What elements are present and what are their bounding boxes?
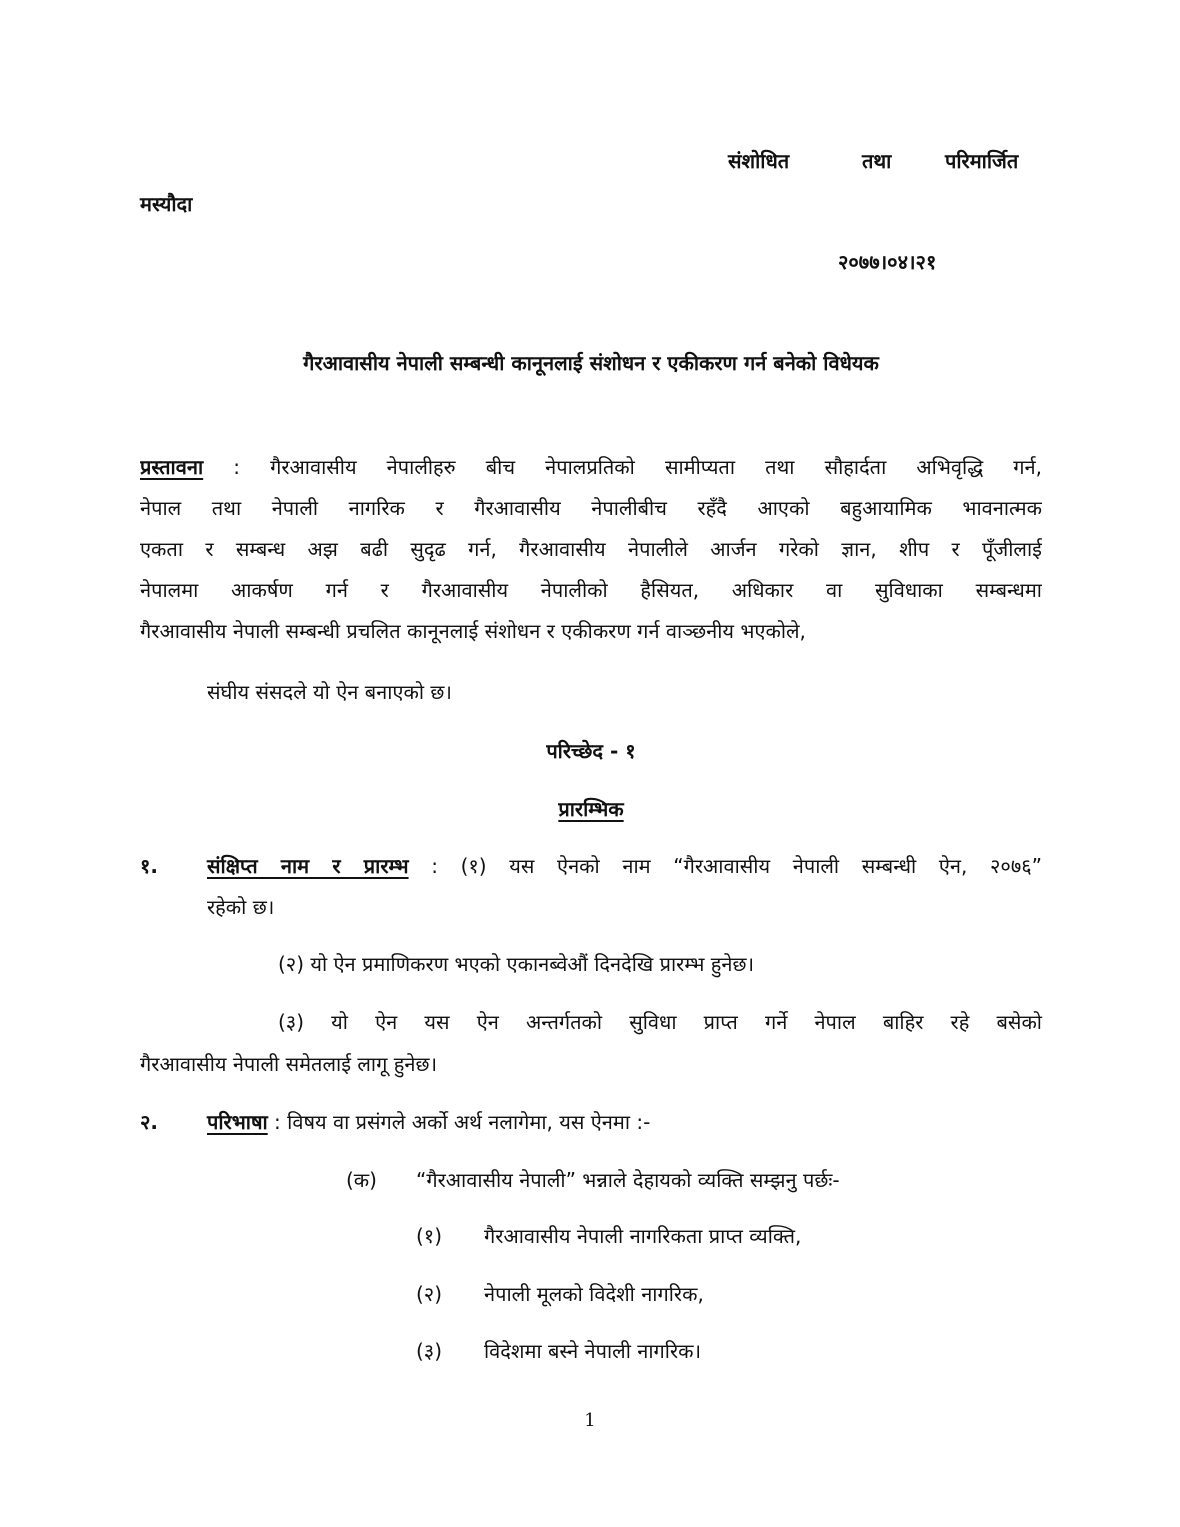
- clause-item-2-label: (२): [416, 1282, 443, 1306]
- preamble-line-1: [140, 447, 1042, 488]
- clause-ka-text: “गैरआवासीय नेपाली” भन्नाले देहायको व्यक्ति सम्झनु पर्छः-: [416, 1168, 840, 1192]
- header-word-2: तथा: [862, 149, 892, 173]
- preamble-line-3: एकता र सम्बन्ध अझ बढी सुदृढ गर्न, गैरआवासीय नेपालीले आर्जन गरेको ज्ञान, शीप र पूँजीलाई: [140, 537, 1042, 561]
- chapter-name: प्रारम्भिक: [558, 797, 624, 821]
- draft-date: २०७७।०४।२१: [838, 250, 937, 274]
- section-1-sub-2: (२) यो ऐन प्रमाणिकरण भएको एकानब्वेऔं दिनदेखि प्रारम्भ हुनेछ।: [278, 952, 755, 976]
- section-1-continuation: रहेको छ।: [207, 895, 275, 919]
- section-1-heading: संक्षिप्त नाम र प्रारम्भ: [207, 854, 409, 878]
- draft-label: मस्यौदा: [140, 192, 193, 216]
- clause-item-1-text: गैरआवासीय नेपाली नागरिकता प्राप्त व्यक्ति,: [484, 1224, 802, 1248]
- preamble-line-5: गैरआवासीय नेपाली सम्बन्धी प्रचलित कानूनलाई संशोधन र एकीकरण गर्न वाञ्छनीय भएकोले,: [140, 619, 806, 643]
- clause-item-3-text: विदेशमा बस्ने नेपाली नागरिक।: [484, 1339, 702, 1363]
- enactment-clause: संघीय संसदले यो ऐन बनाएको छ।: [207, 680, 452, 704]
- section-2-first-line: [207, 1108, 650, 1135]
- section-1-number: १.: [140, 854, 158, 878]
- clause-ka-label: (क): [346, 1168, 377, 1192]
- clause-item-2-text: नेपाली मूलको विदेशी नागरिक,: [484, 1282, 704, 1306]
- header-word-1: संशोधित: [728, 149, 790, 173]
- bill-title: गैरआवासीय नेपाली सम्बन्धी कानूनलाई संशोधन र एकीकरण गर्न बनेको विधेयक: [303, 351, 879, 375]
- clause-item-1-label: (१): [416, 1224, 443, 1248]
- section-1-text: : (१) यस ऐनको नाम “गैरआवासीय नेपाली सम्बन्धी ऐन, २०७६”: [408, 854, 1042, 878]
- preamble-line-4: नेपालमा आकर्षण गर्न र गैरआवासीय नेपालीको हैसियत, अधिकार वा सुविधाका सम्बन्धमा: [140, 578, 1042, 602]
- preamble-text-1: : गैरआवासीय नेपालीहरु बीच नेपालप्रतिको सामीप्यता तथा सौहार्दता अभिवृद्धि गर्न,: [203, 455, 1042, 479]
- section-1-first-line: [207, 852, 1042, 879]
- section-2-text: : विषय वा प्रसंगले अर्को अर्थ नलागेमा, यस ऐनमा :-: [267, 1110, 651, 1134]
- chapter-number: परिच्छेद - १: [546, 739, 636, 763]
- preamble-label: प्रस्तावना: [140, 455, 204, 479]
- section-2-number: २.: [140, 1110, 158, 1134]
- preamble-line-2: नेपाल तथा नेपाली नागरिक र गैरआवासीय नेपालीबीच रहँदै आएको बहुआयामिक भावनात्मक: [140, 496, 1042, 520]
- section-1-sub-3: (३) यो ऐन यस ऐन अन्तर्गतको सुविधा प्राप्त गर्ने नेपाल बाहिर रहे बसेको: [278, 1010, 1042, 1034]
- page-number: 1: [584, 1410, 596, 1431]
- clause-item-3-label: (३): [416, 1339, 443, 1363]
- preamble: [140, 447, 1042, 652]
- section-2-heading: परिभाषा: [207, 1110, 268, 1134]
- section-1-sub-3-cont: गैरआवासीय नेपाली समेतलाई लागू हुनेछ।: [140, 1052, 438, 1076]
- header-word-3: परिमार्जित: [945, 149, 1019, 173]
